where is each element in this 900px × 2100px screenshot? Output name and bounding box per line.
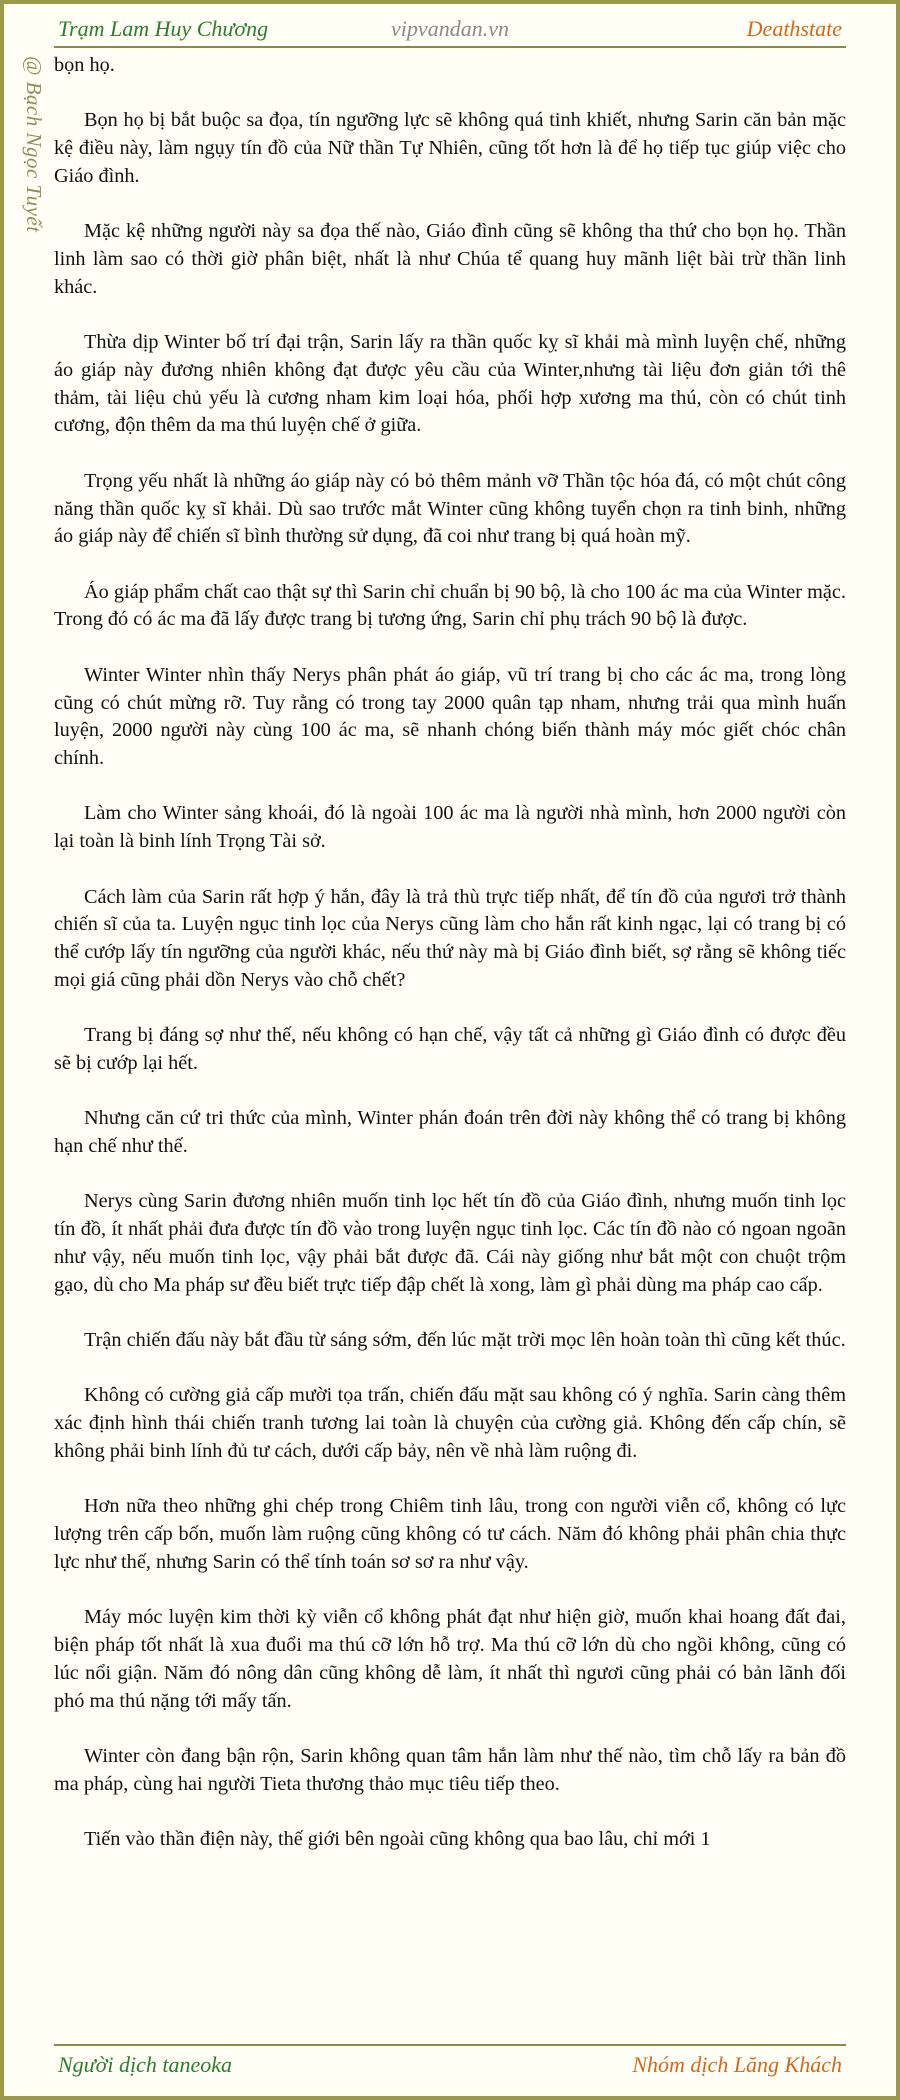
page-header	[54, 10, 846, 48]
paragraph: Cách làm của Sarin rất hợp ý hắn, đây là trả thù trực tiếp nhất, để tín đồ của ngươi trở thành chiến sĩ của ta. Luyện ngục tinh lọc của Nerys cũng làm cho hắn rất kinh ngạc, lại có trang bị có thể cướp lấy tín ngưỡng của người khác, nếu thứ này mà bị Giáo đình biết, sợ rằng sẽ không tiếc mọi giá cũng phải dồn Nerys vào chỗ chết?	[54, 885, 846, 991]
footer-translation-group: Nhóm dịch Lăng Khách	[632, 2052, 842, 2077]
paragraph: Trang bị đáng sợ như thế, nếu không có hạn chế, vậy tất cả những gì Giáo đình có được đều sẽ bị cướp lại hết.	[54, 1024, 846, 1075]
side-watermark: @ Bạch Ngọc Tuyết	[22, 56, 46, 233]
paragraph: Máy móc luyện kim thời kỳ viễn cổ không phát đạt như hiện giờ, muốn khai hoang đất đai, biện pháp tốt nhất là xua đuổi ma thú cỡ lớn hỗ trợ. Ma thú cỡ lớn dù cho ngồi không, cũng có lúc nổi giận. Năm đó nông dân cũng không dễ làm, ít nhất thì ngươi cũng phải có bản lãnh đối phó ma thú nặng tới mấy tấn.	[54, 1606, 846, 1712]
paragraph: Không có cường giả cấp mười tọa trấn, chiến đấu mặt sau không có ý nghĩa. Sarin càng thêm xác định hình thái chiến tranh tương lai toàn là chuyện của cường giả. Không đến cấp chín, sẽ không phải binh lính đủ tư cách, dưới cấp bảy, nên về nhà làm ruộng đi.	[54, 1384, 846, 1462]
header-site-name: Trạm Lam Huy Chương	[58, 16, 269, 41]
paragraph: bọn họ.	[54, 54, 115, 76]
paragraph: Trọng yếu nhất là những áo giáp này có bỏ thêm mảnh vỡ Thần tộc hóa đá, có một chút công năng thần quốc kỵ sĩ khải. Dù sao trước mắt Winter cũng không tuyển chọn ra tinh binh, những áo giáp này để chiến sĩ bình thường sử dụng, đã coi như trang bị quá hoàn mỹ.	[54, 469, 846, 548]
paragraph: Hơn nữa theo những ghi chép trong Chiêm tinh lâu, trong con người viễn cổ, không có lực lượng trên cấp bốn, muốn làm ruộng cũng không có tư cách. Năm đó không phải phân chia thực lực như thế, nhưng Sarin có thể tính toán sơ sơ ra như vậy.	[54, 1495, 846, 1573]
paragraph: Winter còn đang bận rộn, Sarin không quan tâm hắn làm như thế nào, tìm chỗ lấy ra bản đồ ma pháp, cùng hai người Tieta thương thảo mục tiêu tiếp theo.	[54, 1744, 846, 1795]
paragraph: Làm cho Winter sảng khoái, đó là ngoài 100 ác ma là người nhà mình, hơn 2000 người còn lại toàn là binh lính Trọng Tài sở.	[54, 802, 846, 853]
paragraph: Bọn họ bị bắt buộc sa đọa, tín ngưỡng lực sẽ không quá tinh khiết, nhưng Sarin căn bản mặc kệ điều này, làm ngụy tín đồ của Nữ thần Tự Nhiên, cũng tốt hơn là để họ tiếp tục giúp việc cho Giáo đình.	[54, 109, 846, 187]
paragraph: Tiến vào thần điện này, thế giới bên ngoài cũng không qua bao lâu, chỉ mới 1	[84, 1827, 711, 1850]
page-footer	[54, 2044, 846, 2090]
header-book-title: Deathstate	[746, 16, 842, 41]
paragraph: Trận chiến đấu này bắt đầu từ sáng sớm, đến lúc mặt trời mọc lên hoàn toàn thì cũng kết thúc.	[84, 1329, 846, 1352]
paragraph: Nhưng căn cứ tri thức của mình, Winter phán đoán trên đời này không thể có trang bị không hạn chế như thế.	[54, 1107, 846, 1158]
paragraph: Nerys cùng Sarin đương nhiên muốn tinh lọc hết tín đồ của Giáo đình, nhưng muốn tinh lọc tín đồ, ít nhất phải đưa được tín đồ vào trong luyện ngục tinh lọc. Các tín đồ nào có ngoan ngoãn như vậy, nếu muốn tinh lọc, vậy phải bắt được đã. Cái này giống như bắt một con chuột trộm gạo, dù cho Ma pháp sư đều biết trực tiếp đập chết là xong, làm gì phải dùng ma pháp cao cấp.	[54, 1190, 846, 1296]
chapter-content	[54, 52, 846, 2022]
paragraph: Mặc kệ những người này sa đọa thế nào, Giáo đình cũng sẽ không tha thứ cho bọn họ. Thần linh làm sao có thời giờ phân biệt, nhất là như Chúa tể quang huy mãnh liệt bài trừ thần linh khác.	[54, 220, 846, 298]
footer-translator: Người dịch taneoka	[58, 2052, 233, 2077]
paragraph: Winter Winter nhìn thấy Nerys phân phát áo giáp, vũ trí trang bị cho các ác ma, trong lòng cũng có chút mừng rỡ. Tuy rằng có trong tay 2000 quân tạp nham, nhưng trải qua mình huấn luyện, 2000 người này cùng 100 ác ma, sẽ nhanh chóng biến thành máy móc giết chóc chân chính.	[54, 663, 846, 770]
paragraph: Áo giáp phẩm chất cao thật sự thì Sarin chỉ chuẩn bị 90 bộ, là cho 100 ác ma của Winter mặc. Trong đó có ác ma đã lấy được trang bị tương ứng, Sarin chỉ phụ trách 90 bộ là được.	[54, 580, 846, 631]
paragraph: Thừa dịp Winter bố trí đại trận, Sarin lấy ra thần quốc kỵ sĩ khải mà mình luyện chế, những áo giáp này đương nhiên không đạt được yêu cầu của Winter,nhưng tài liệu đơn giản tới thê thảm, tài liệu chủ yếu là cương nham kim loại hóa, phối hợp xương ma thú, còn có chút tinh cương, độn thêm da ma thú luyện chế ở giữa.	[54, 331, 846, 437]
header-url: vipvandan.vn	[391, 16, 509, 41]
